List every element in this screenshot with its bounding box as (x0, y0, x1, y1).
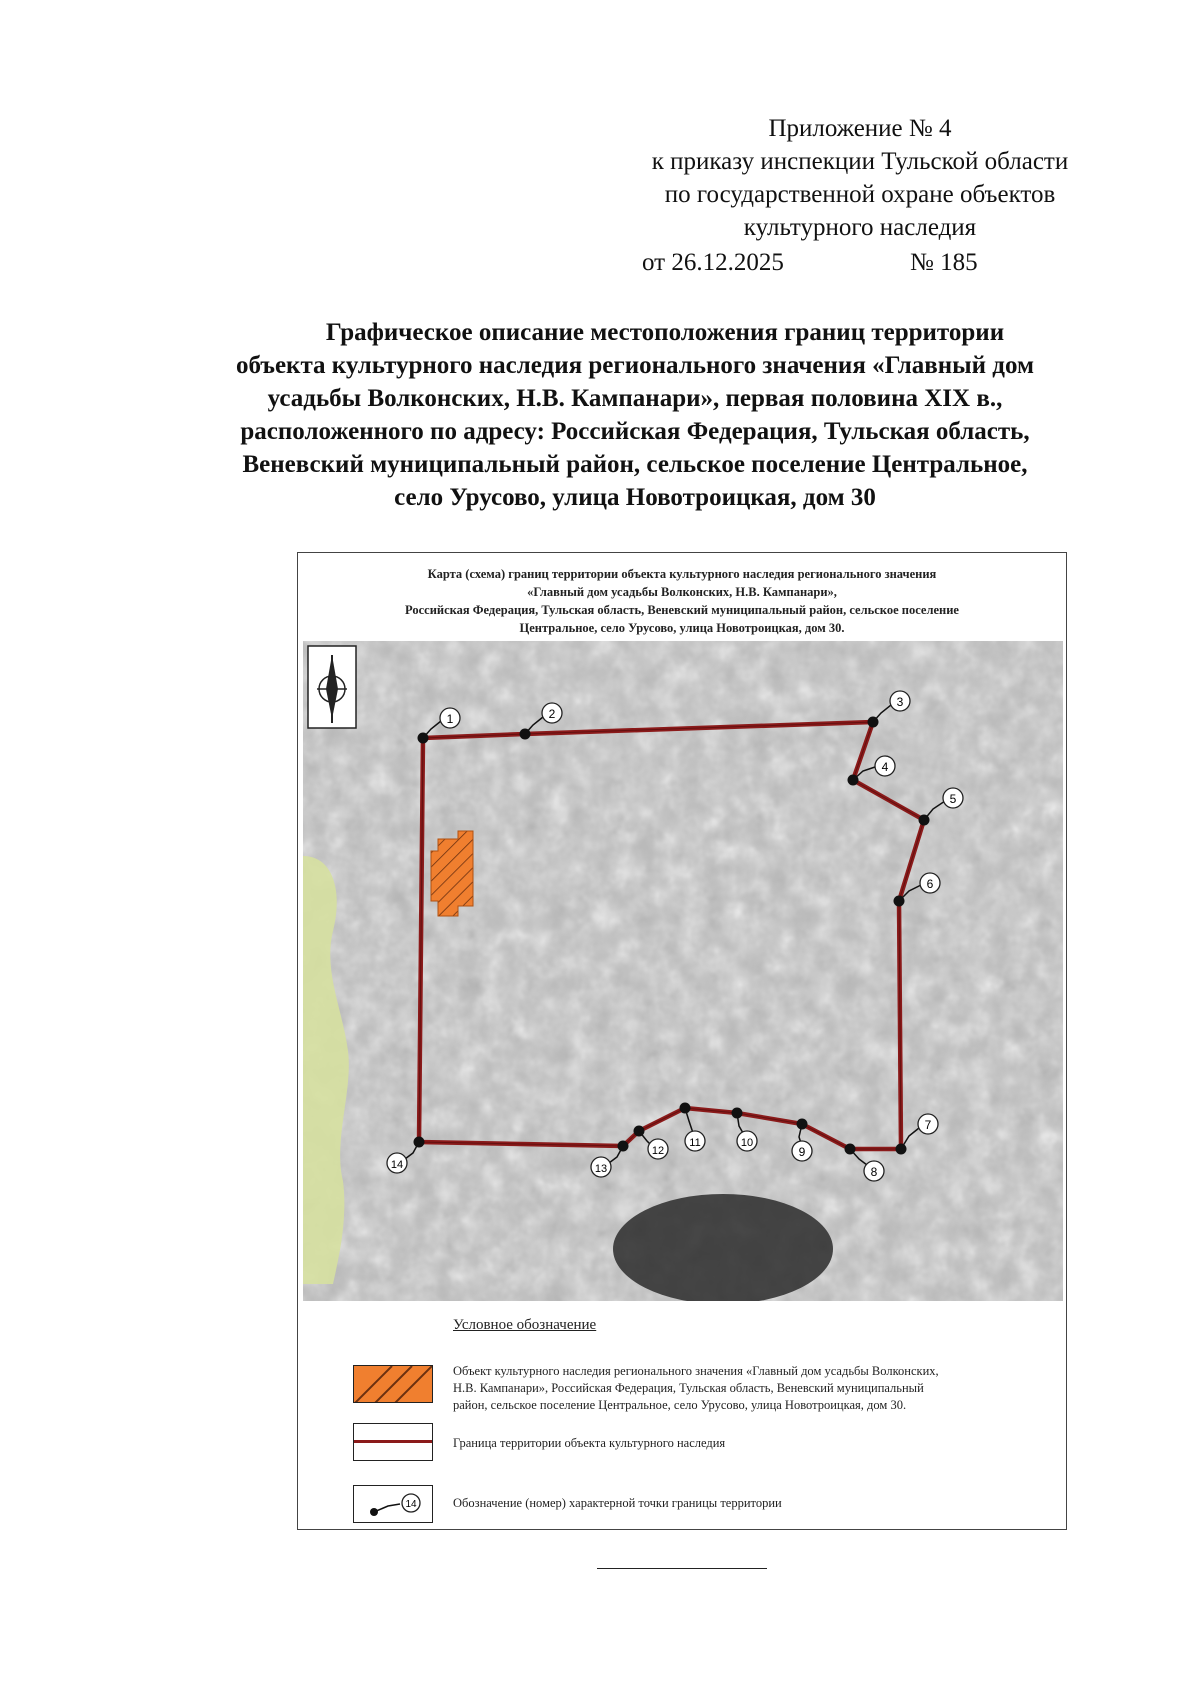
point-label-10: 10 (740, 1137, 754, 1149)
map-caption-line-1: Карта (схема) границ территории объекта культурного наследия регионального значения (427, 567, 937, 581)
pond (613, 1194, 833, 1301)
legend-point-sample: 14 (405, 1499, 417, 1510)
appendix-line-3: по государственной охране объектов (664, 181, 1056, 208)
legend-boundary-swatch (353, 1423, 433, 1461)
north-arrow-icon (308, 646, 356, 728)
legend-point-swatch (353, 1485, 433, 1523)
appendix-header (600, 112, 1120, 282)
order-date-row (600, 246, 1120, 282)
order-number: № 185 (910, 249, 978, 276)
point-label-11: 11 (689, 1137, 701, 1149)
boundary-map (303, 641, 1063, 1301)
map-caption (298, 565, 1066, 637)
title-line-6: село Урусово, улица Новотроицкая, дом 30 (394, 484, 876, 511)
appendix-line-1: Приложение № 4 (768, 115, 952, 142)
legend-title: Условное обозначение (453, 1317, 597, 1333)
legend-object-line-2: Н.В. Кампанари», Российская Федерация, Тульская область, Веневский муниципальный (453, 1381, 924, 1395)
map-caption-line-2: «Главный дом усадьбы Волконских, Н.В. Кампанари», (527, 585, 837, 599)
title-line-1: Графическое описание местоположения границ территории (325, 319, 1005, 346)
map-caption-line-3: Российская Федерация, Тульская область, Веневский муниципальный район, сельское поселение (405, 603, 959, 617)
legend-boundary-text: Граница территории объекта культурного наследия (453, 1436, 726, 1450)
point-label-14: 14 (390, 1159, 404, 1171)
appendix-line-2: к приказу инспекции Тульской области (651, 148, 1069, 175)
title-line-3: усадьбы Волконских, Н.В. Кампанари», первая половина XIX в., (267, 385, 1003, 412)
title-line-5: Веневский муниципальный район, сельское поселение Центральное, (242, 451, 1028, 478)
point-label-8: 8 (870, 1165, 878, 1179)
point-label-1: 1 (446, 712, 454, 726)
point-label-7: 7 (924, 1118, 932, 1132)
map-frame (297, 552, 1067, 1530)
title-line-2: объекта культурного наследия регионального значения «Главный дом (236, 352, 1034, 379)
legend-object-swatch (353, 1365, 433, 1403)
footer-divider (597, 1568, 767, 1569)
document-title (160, 316, 1110, 514)
map-caption-line-4: Центральное, село Урусово, улица Новотроицкая, дом 30. (519, 621, 845, 635)
appendix-line-4: культурного наследия (743, 214, 977, 241)
title-line-4: расположенного по адресу: Российская Федерация, Тульская область, (240, 418, 1030, 445)
legend-object-line-1: Объект культурного наследия регионального значения «Главный дом усадьбы Волконских, (453, 1364, 939, 1378)
point-label-5: 5 (949, 792, 957, 806)
legend-object-line-3: район, сельское поселение Центральное, село Урусово, улица Новотроицкая, дом 30. (453, 1398, 907, 1412)
point-label-12: 12 (651, 1145, 665, 1157)
point-label-13: 13 (594, 1163, 608, 1175)
point-label-6: 6 (926, 877, 934, 891)
point-label-2: 2 (548, 707, 556, 721)
point-label-9: 9 (798, 1145, 806, 1159)
order-date: от 26.12.2025 (642, 249, 784, 276)
legend-point-text: Обозначение (номер) характерной точки границы территории (453, 1496, 782, 1510)
point-label-4: 4 (881, 760, 889, 774)
legend-object-text (453, 1363, 1053, 1414)
point-label-3: 3 (896, 695, 904, 709)
